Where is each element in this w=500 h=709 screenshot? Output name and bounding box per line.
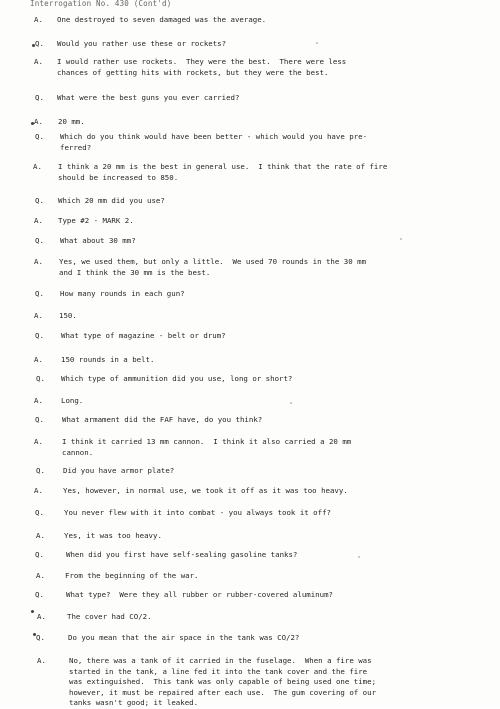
speaker-label: A.: [37, 612, 46, 621]
speaker-label: A.: [33, 162, 42, 171]
speaker-label: A.: [34, 257, 43, 266]
question-text: What armament did the FAF have, do you think?: [62, 415, 263, 424]
question-text: Which type of ammunition did you use, long or short?: [61, 374, 293, 383]
answer-text: 150.: [59, 311, 77, 320]
answer-text: 20 mm.: [58, 117, 85, 126]
answer-text: I think it carried 13 mm cannon. I think it also carried a 20 mm cannon.: [62, 437, 352, 457]
stray-mark: [32, 44, 35, 47]
question-text: What about 30 mm?: [60, 236, 136, 245]
answer-text: 150 rounds in a belt.: [61, 355, 155, 364]
speaker-label: A.: [34, 311, 43, 320]
answer-text: Type #2 - MARK 2.: [58, 216, 134, 225]
speaker-label: A.: [34, 15, 43, 24]
scan-speck: [290, 402, 292, 404]
stray-mark: [33, 633, 36, 636]
speaker-label: A.: [34, 396, 43, 405]
speaker-label: A.: [36, 571, 45, 580]
question-text: Which do you think would have been better - which would you have pre- ferred?: [60, 132, 368, 152]
speaker-label: Q.: [36, 633, 45, 642]
speaker-label: Q.: [35, 289, 44, 298]
answer-text: The cover had CO/2.: [67, 612, 152, 621]
speaker-label: Q.: [35, 508, 44, 517]
question-text: Which 20 mm did you use?: [58, 196, 165, 205]
answer-text: Yes, however, in normal use, we took it off as it was too heavy.: [63, 486, 348, 495]
scan-speck: [358, 556, 360, 558]
stray-mark: [31, 610, 34, 613]
answer-text: No, there was a tank of it carried in the fuselage. When a fire was started in the tank, a line fed it into the tank cover and the fire was extinguished. This tank was only capable of being used one time; however, it must be repaired after each use. The gum covering of our tanks wasn't good; it leaked.: [69, 656, 377, 707]
question-text: Did you have armor plate?: [63, 466, 175, 475]
speaker-label: Q.: [35, 236, 44, 245]
speaker-label: A.: [34, 57, 43, 66]
speaker-label: A.: [34, 117, 43, 126]
speaker-label: A.: [34, 355, 43, 364]
speaker-label: A.: [36, 531, 45, 540]
speaker-label: Q.: [35, 39, 44, 48]
stray-mark: [31, 122, 34, 125]
speaker-label: Q.: [35, 590, 44, 599]
scan-speck: [316, 42, 318, 44]
answer-text: Yes, we used them, but only a little. We used 70 rounds in the 30 mm and I think the 30 mm is the best.: [59, 257, 367, 277]
speaker-label: Q.: [35, 132, 44, 141]
question-text: What type? Were they all rubber or rubber-covered aluminum?: [66, 590, 333, 599]
speaker-label: Q.: [35, 93, 44, 102]
answer-text: One destroyed to seven damaged was the average.: [57, 15, 267, 24]
question-text: How many rounds in each gun?: [60, 289, 185, 298]
speaker-label: A.: [34, 486, 43, 495]
answer-text: From the beginning of the war.: [65, 571, 199, 580]
question-text: What type of magazine - belt or drum?: [61, 331, 226, 340]
speaker-label: Q.: [36, 466, 45, 475]
speaker-label: A.: [34, 437, 43, 446]
speaker-label: Q.: [35, 331, 44, 340]
question-text: Do you mean that the air space in the tank was CO/2?: [68, 633, 300, 642]
question-text: When did you first have self-sealing gasoline tanks?: [66, 550, 298, 559]
page-header: Interrogation No. 430 (Cont'd): [30, 0, 172, 8]
question-text: Would you rather use these or rockets?: [57, 39, 227, 48]
speaker-label: Q.: [35, 550, 44, 559]
answer-text: Long.: [61, 396, 84, 405]
question-text: You never flew with it into combat - you always took it off?: [64, 508, 331, 517]
speaker-label: A.: [34, 216, 43, 225]
answer-text: I think a 20 mm is the best in general use. I think that the rate of fire should be increased to 850.: [58, 162, 388, 182]
speaker-label: Q.: [36, 374, 45, 383]
answer-text: Yes, it was too heavy.: [64, 531, 162, 540]
speaker-label: Q.: [35, 196, 44, 205]
scan-speck: [400, 238, 402, 240]
question-text: What were the best guns you ever carried?: [57, 93, 240, 102]
answer-text: I would rather use rockets. They were the best. There were less chances of getting hits with rockets, but they were the best.: [57, 57, 347, 77]
speaker-label: A.: [37, 656, 46, 665]
speaker-label: Q.: [35, 415, 44, 424]
